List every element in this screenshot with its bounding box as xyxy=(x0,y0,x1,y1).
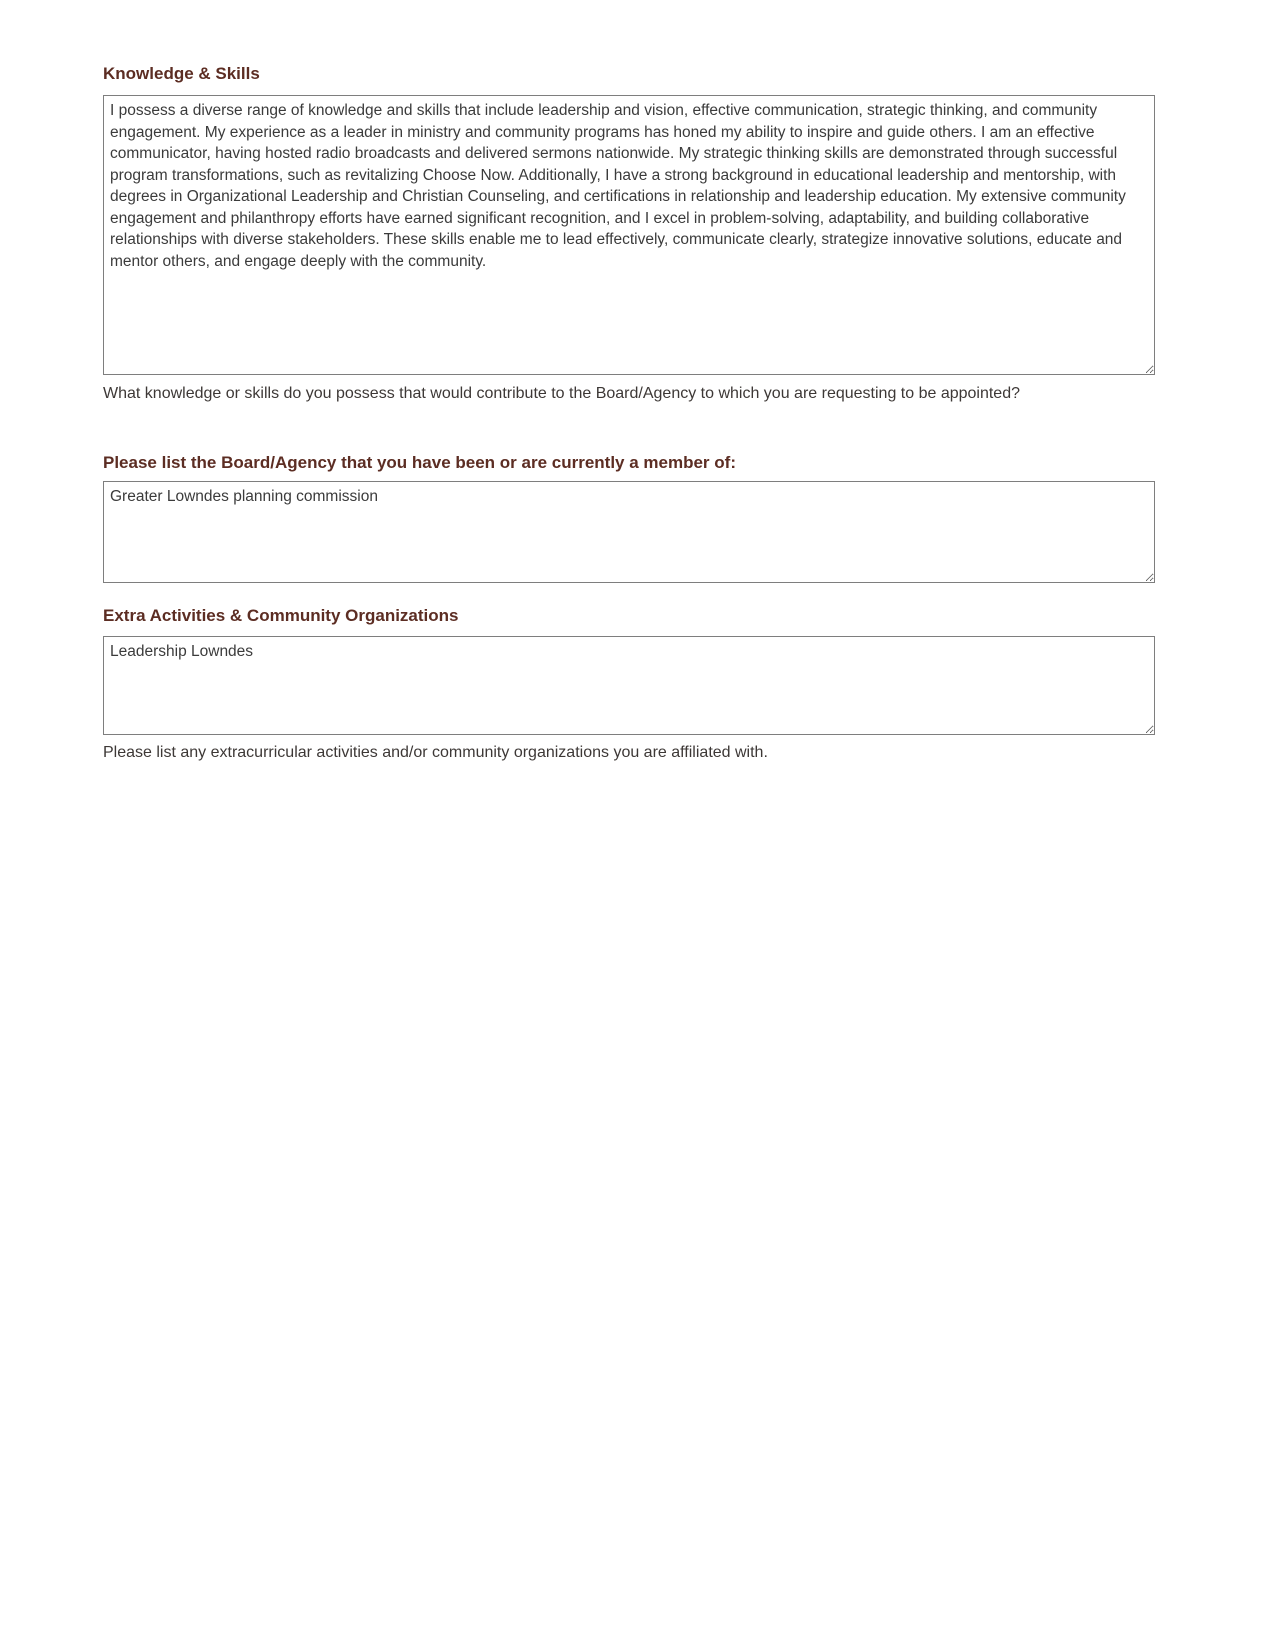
board-agency-member-textarea[interactable] xyxy=(103,481,1155,583)
knowledge-skills-heading: Knowledge & Skills xyxy=(103,64,260,83)
extra-activities-heading: Extra Activities & Community Organizations xyxy=(103,606,459,625)
extra-activities-textarea[interactable] xyxy=(103,636,1155,735)
knowledge-skills-textarea[interactable] xyxy=(103,95,1155,375)
board-agency-member-heading: Please list the Board/Agency that you have been or are currently a member of: xyxy=(103,453,736,472)
extra-activities-helper-text: Please list any extracurricular activities and/or community organizations you are affiliated with. xyxy=(103,744,768,761)
knowledge-skills-helper-text: What knowledge or skills do you possess that would contribute to the Board/Agency to which you are requesting to be appointed? xyxy=(103,385,1020,402)
